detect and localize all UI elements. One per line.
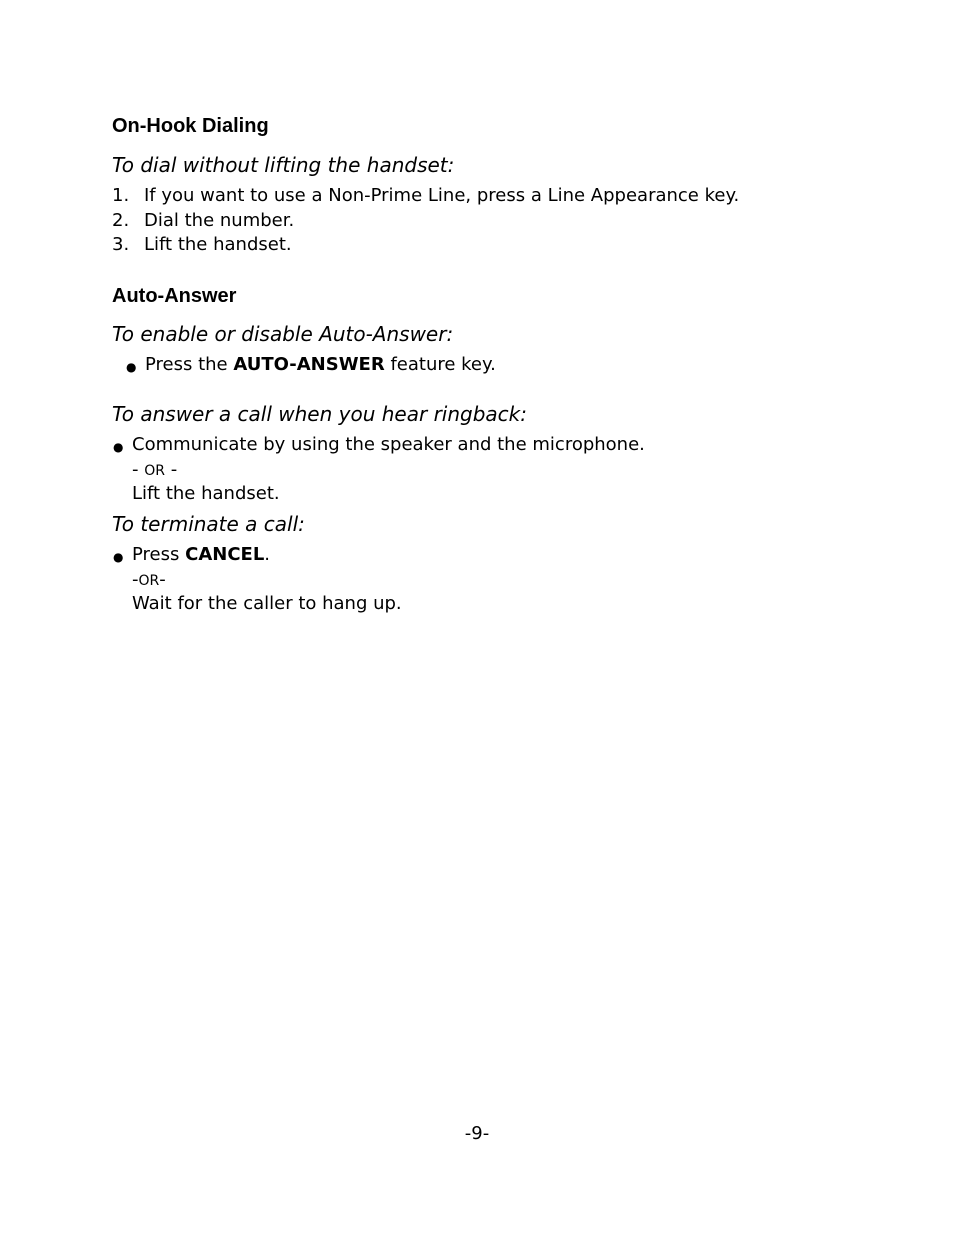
page-number: -9- xyxy=(464,1123,490,1144)
feature-key-name: CANCEL xyxy=(185,544,265,565)
bullet-text-alt: Wait for the caller to hang up. xyxy=(132,593,402,614)
text-segment: Press the xyxy=(145,354,234,375)
text-segment: - xyxy=(159,569,166,590)
or-label: OR xyxy=(144,463,165,479)
or-separator xyxy=(132,569,166,590)
bullet-text xyxy=(145,354,496,375)
step-text: If you want to use a Non-Prime Line, press a Line Appearance key. xyxy=(144,185,740,206)
step-number: 2. xyxy=(112,210,130,231)
procedure-intro-terminate: To terminate a call: xyxy=(112,512,305,536)
text-segment: - xyxy=(164,459,178,480)
step-number: 1. xyxy=(112,185,130,206)
procedure-intro-dial: To dial without lifting the handset: xyxy=(112,153,455,177)
step-text: Lift the handset. xyxy=(144,234,292,255)
bullet-icon: ● xyxy=(126,360,137,374)
section-heading-on-hook-dialing: On-Hook Dialing xyxy=(112,115,269,137)
bullet-text xyxy=(132,544,270,565)
bullet-text: Communicate by using the speaker and the microphone. xyxy=(132,434,645,455)
text-segment: - xyxy=(132,459,145,480)
step-text: Dial the number. xyxy=(144,210,295,231)
feature-key-name: AUTO-ANSWER xyxy=(233,354,385,375)
bullet-icon: ● xyxy=(113,550,124,564)
procedure-intro-enable: To enable or disable Auto-Answer: xyxy=(112,322,454,346)
text-segment: . xyxy=(264,544,271,565)
text-segment: - xyxy=(132,569,139,590)
bullet-text-alt: Lift the handset. xyxy=(132,483,280,504)
bullet-icon: ● xyxy=(113,440,124,454)
section-heading-auto-answer: Auto-Answer xyxy=(112,285,237,307)
or-separator xyxy=(132,459,177,480)
text-segment: feature key. xyxy=(384,354,496,375)
or-label: OR xyxy=(138,573,160,589)
text-segment: Press xyxy=(132,544,186,565)
procedure-intro-answer: To answer a call when you hear ringback: xyxy=(112,402,527,426)
step-number: 3. xyxy=(112,234,130,255)
